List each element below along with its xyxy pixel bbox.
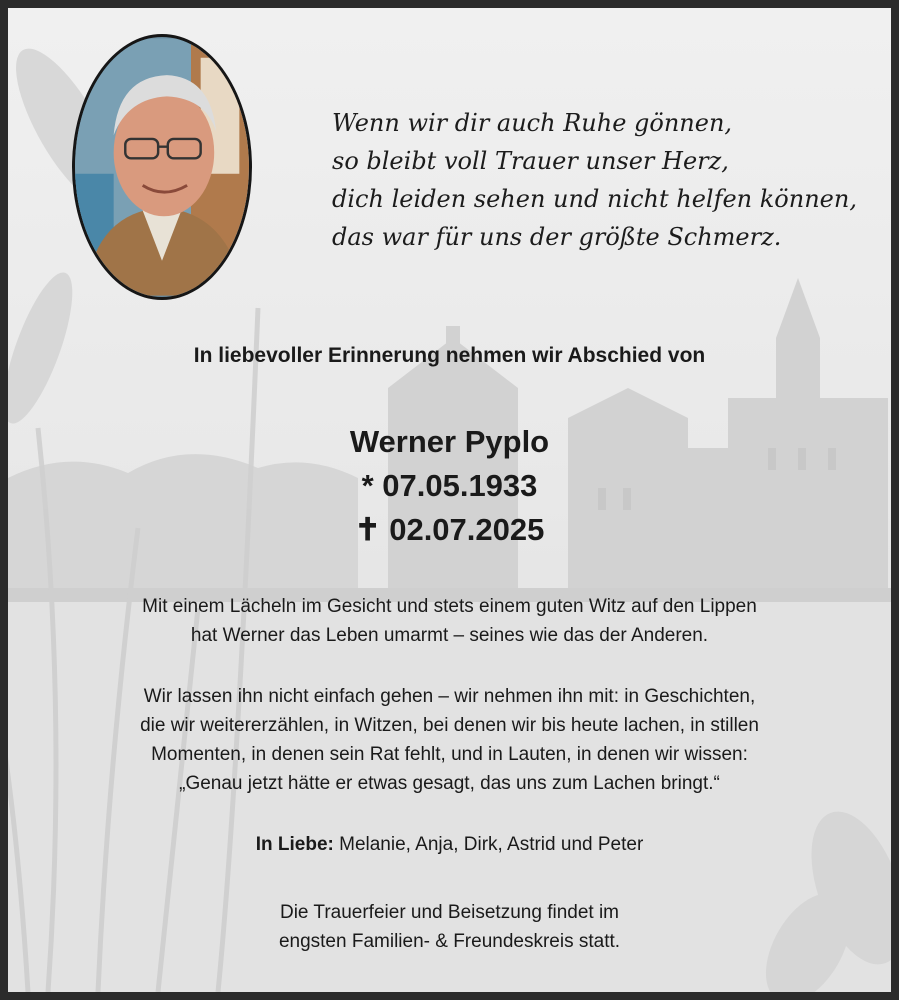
poem-line: dich leiden sehen und nicht helfen können, [332,185,857,213]
poem [332,104,857,256]
paragraph-line: Wir lassen ihn nicht einfach gehen – wir nehmen ihn mit: in Geschichten, [143,686,756,707]
poem-line: so bleibt voll Trauer unser Herz, [332,147,729,175]
death-date: ✝ 02.07.2025 [354,512,545,547]
paragraph-line: die wir weitererzählen, in Witzen, bei denen wir bis heute lachen, in stillen [140,715,759,736]
tribute-paragraph-2 [8,682,891,798]
birth-date: * 07.05.1933 [361,468,538,503]
paragraph-line: engsten Familien- & Freundeskreis statt. [278,931,621,952]
intro-heading: In liebevoller Erinnerung nehmen wir Abschied von [193,344,706,367]
paragraph-line: Die Trauerfeier und Beisetzung findet im [279,902,619,923]
signature-names: Melanie, Anja, Dirk, Astrid und Peter [333,834,644,855]
signature-line [8,830,891,859]
paragraph-line: „Genau jetzt hätte er etwas gesagt, das uns zum Lachen bringt.“ [179,773,720,794]
poem-line: Wenn wir dir auch Ruhe gönnen, [332,109,733,137]
tribute-paragraph-1 [8,592,891,650]
poem-line: das war für uns der größte Schmerz. [332,223,782,251]
funeral-note [8,898,891,956]
paragraph-line: Momenten, in denen sein Rat fehlt, und in Lauten, in denen wir wissen: [151,744,748,765]
deceased-block [8,420,891,552]
paragraph-line: hat Werner das Leben umarmt – seines wie das der Anderen. [190,625,709,646]
deceased-name: Werner Pyplo [349,424,550,459]
paragraph-line: Mit einem Lächeln im Gesicht und stets einem guten Witz auf den Lippen [142,596,757,617]
signature-label: In Liebe: [255,834,334,855]
portrait-photo [72,34,252,300]
